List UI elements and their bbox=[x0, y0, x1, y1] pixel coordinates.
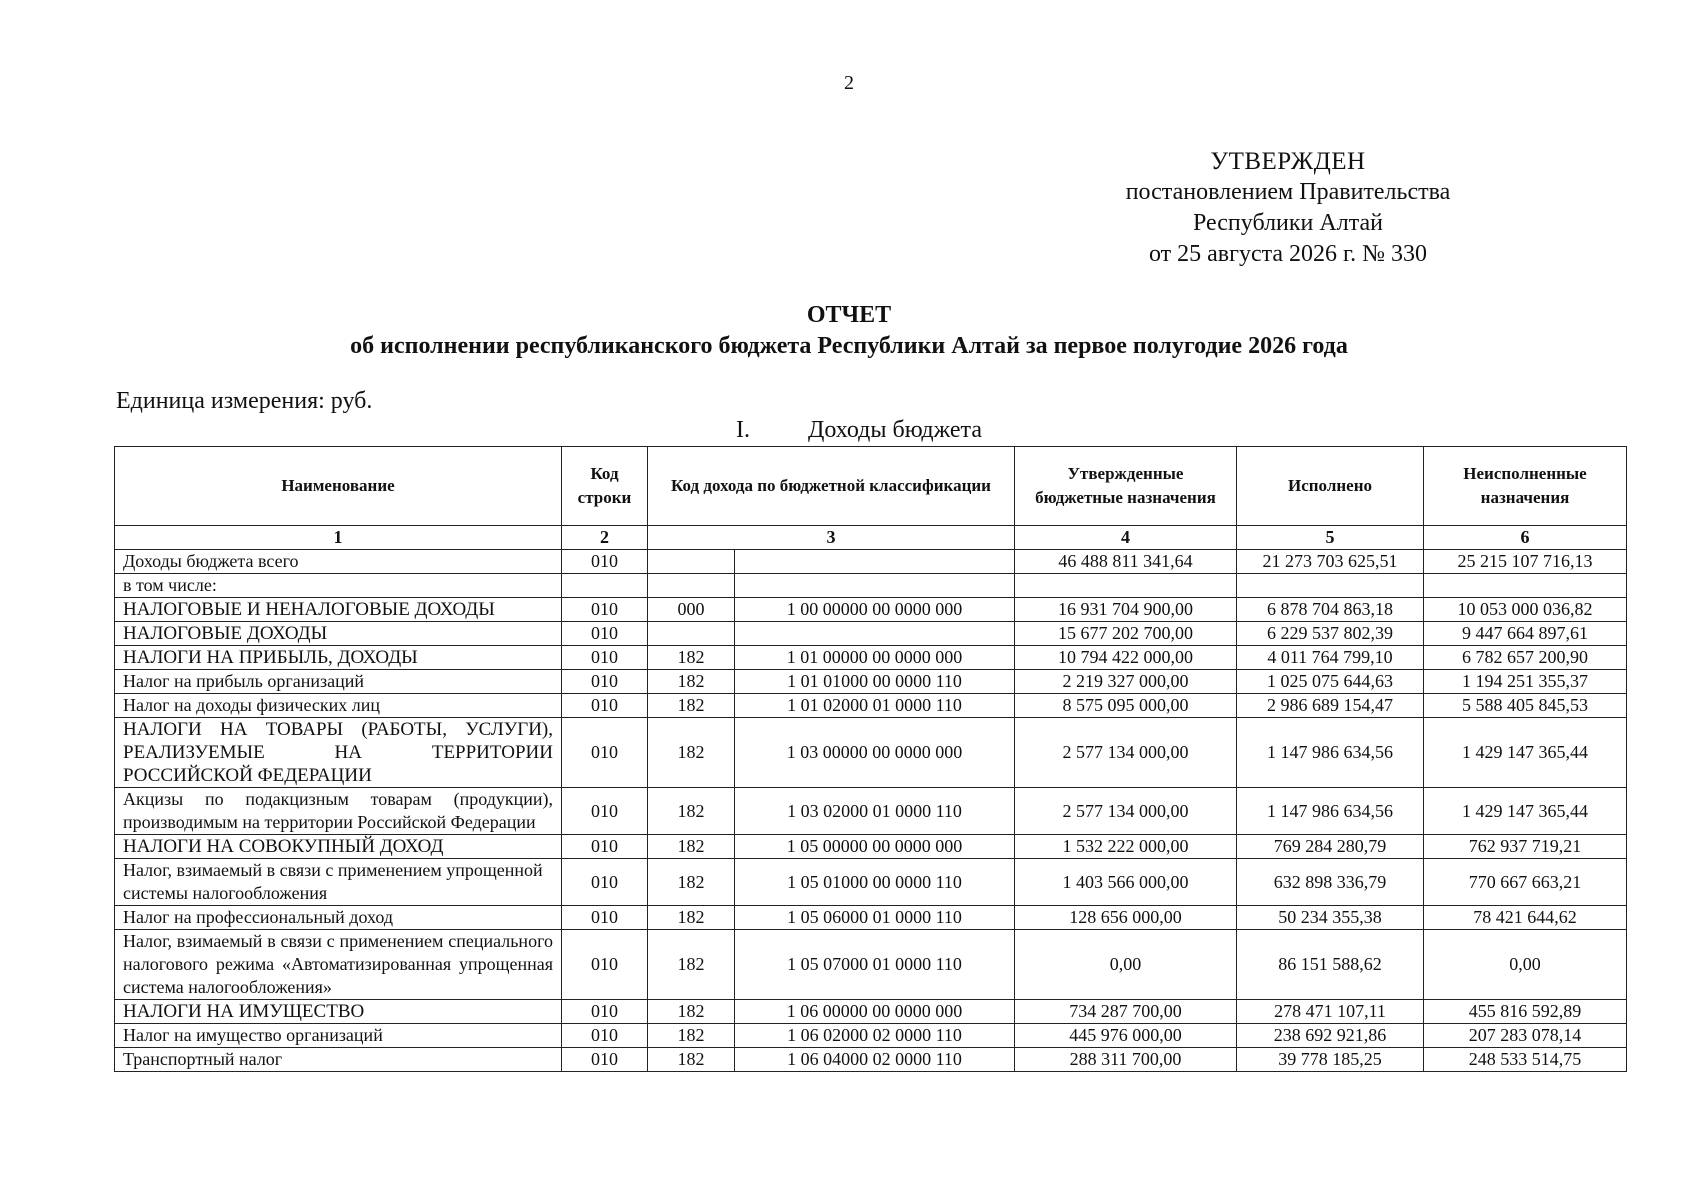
column-header: Код дохода по бюджетной классификации bbox=[648, 447, 1015, 526]
approved-amount: 734 287 700,00 bbox=[1015, 1000, 1237, 1024]
executed-amount: 39 778 185,25 bbox=[1237, 1048, 1424, 1072]
budget-code: 1 05 01000 00 0000 110 bbox=[735, 859, 1015, 906]
budget-code bbox=[735, 574, 1015, 598]
unexecuted-amount: 1 194 251 355,37 bbox=[1424, 670, 1627, 694]
column-header: Наименование bbox=[115, 447, 562, 526]
admin-code: 182 bbox=[648, 1000, 735, 1024]
table-row bbox=[115, 1024, 1627, 1048]
executed-amount: 632 898 336,79 bbox=[1237, 859, 1424, 906]
admin-code: 182 bbox=[648, 694, 735, 718]
row-name: Налог на доходы физических лиц bbox=[115, 694, 562, 718]
approved-amount: 288 311 700,00 bbox=[1015, 1048, 1237, 1072]
executed-amount: 238 692 921,86 bbox=[1237, 1024, 1424, 1048]
row-name: Доходы бюджета всего bbox=[115, 550, 562, 574]
executed-amount: 6 229 537 802,39 bbox=[1237, 622, 1424, 646]
report-title: ОТЧЕТ bbox=[806, 302, 892, 328]
row-name: в том числе: bbox=[115, 574, 562, 598]
unexecuted-amount: 25 215 107 716,13 bbox=[1424, 550, 1627, 574]
budget-code: 1 01 02000 01 0000 110 bbox=[735, 694, 1015, 718]
column-number: 3 bbox=[648, 526, 1015, 550]
table-row bbox=[115, 574, 1627, 598]
budget-code: 1 00 00000 00 0000 000 bbox=[735, 598, 1015, 622]
approval-stamp bbox=[1098, 146, 1478, 270]
row-code: 010 bbox=[562, 550, 648, 574]
table-header-row bbox=[115, 447, 1627, 526]
unexecuted-amount: 5 588 405 845,53 bbox=[1424, 694, 1627, 718]
admin-code: 182 bbox=[648, 835, 735, 859]
budget-code: 1 01 00000 00 0000 000 bbox=[735, 646, 1015, 670]
table-row bbox=[115, 622, 1627, 646]
approved-amount: 1 403 566 000,00 bbox=[1015, 859, 1237, 906]
section-numeral: I. bbox=[736, 417, 750, 443]
unexecuted-amount: 770 667 663,21 bbox=[1424, 859, 1627, 906]
approval-title: УТВЕРЖДЕН bbox=[1210, 148, 1366, 175]
column-number: 4 bbox=[1015, 526, 1237, 550]
unexecuted-amount: 9 447 664 897,61 bbox=[1424, 622, 1627, 646]
approved-amount bbox=[1015, 574, 1237, 598]
admin-code bbox=[648, 622, 735, 646]
executed-amount: 21 273 703 625,51 bbox=[1237, 550, 1424, 574]
row-name: НАЛОГИ НА ПРИБЫЛЬ, ДОХОДЫ bbox=[115, 646, 562, 670]
unexecuted-amount: 1 429 147 365,44 bbox=[1424, 718, 1627, 788]
unit-of-measure: Единица измерения: руб. bbox=[116, 388, 373, 414]
row-name: Налог на имущество организаций bbox=[115, 1024, 562, 1048]
unexecuted-amount: 762 937 719,21 bbox=[1424, 835, 1627, 859]
admin-code: 182 bbox=[648, 1048, 735, 1072]
executed-amount: 769 284 280,79 bbox=[1237, 835, 1424, 859]
column-number: 2 bbox=[562, 526, 648, 550]
row-code: 010 bbox=[562, 1000, 648, 1024]
table-row bbox=[115, 646, 1627, 670]
table-row bbox=[115, 835, 1627, 859]
approval-line: от 25 августа 2026 г. № 330 bbox=[1148, 241, 1428, 267]
report-subtitle: об исполнении республиканского бюджета Республики Алтай за первое полугодие 2026 года bbox=[350, 333, 1348, 359]
table-row bbox=[115, 550, 1627, 574]
row-code: 010 bbox=[562, 694, 648, 718]
row-name: Налог, взимаемый в связи с применением специального налогового режима «Автоматизированная упрощенная система налогообложения» bbox=[115, 930, 562, 1000]
row-code: 010 bbox=[562, 788, 648, 835]
approved-amount: 15 677 202 700,00 bbox=[1015, 622, 1237, 646]
column-number: 5 bbox=[1237, 526, 1424, 550]
budget-code: 1 06 04000 02 0000 110 bbox=[735, 1048, 1015, 1072]
budget-code: 1 03 02000 01 0000 110 bbox=[735, 788, 1015, 835]
budget-code: 1 03 00000 00 0000 000 bbox=[735, 718, 1015, 788]
budget-code bbox=[735, 622, 1015, 646]
column-number: 6 bbox=[1424, 526, 1627, 550]
table-row bbox=[115, 906, 1627, 930]
approved-amount: 1 532 222 000,00 bbox=[1015, 835, 1237, 859]
table-row bbox=[115, 670, 1627, 694]
row-code: 010 bbox=[562, 646, 648, 670]
table-row bbox=[115, 694, 1627, 718]
column-number-row bbox=[115, 526, 1627, 550]
column-header: Утвержденные бюджетные назначения bbox=[1015, 447, 1237, 526]
budget-code: 1 01 01000 00 0000 110 bbox=[735, 670, 1015, 694]
approved-amount: 2 219 327 000,00 bbox=[1015, 670, 1237, 694]
budget-code: 1 05 06000 01 0000 110 bbox=[735, 906, 1015, 930]
row-code: 010 bbox=[562, 670, 648, 694]
executed-amount: 4 011 764 799,10 bbox=[1237, 646, 1424, 670]
row-code: 010 bbox=[562, 906, 648, 930]
row-code: 010 bbox=[562, 835, 648, 859]
admin-code bbox=[648, 550, 735, 574]
admin-code: 182 bbox=[648, 930, 735, 1000]
admin-code: 182 bbox=[648, 670, 735, 694]
budget-code bbox=[735, 550, 1015, 574]
row-name: Налог на прибыль организаций bbox=[115, 670, 562, 694]
unexecuted-amount: 1 429 147 365,44 bbox=[1424, 788, 1627, 835]
budget-code: 1 06 02000 02 0000 110 bbox=[735, 1024, 1015, 1048]
row-name: НАЛОГИ НА ТОВАРЫ (РАБОТЫ, УСЛУГИ), РЕАЛИЗУЕМЫЕ НА ТЕРРИТОРИИ РОССИЙСКОЙ ФЕДЕРАЦИИ bbox=[115, 718, 562, 788]
admin-code: 182 bbox=[648, 859, 735, 906]
row-name: НАЛОГОВЫЕ И НЕНАЛОГОВЫЕ ДОХОДЫ bbox=[115, 598, 562, 622]
table-row bbox=[115, 718, 1627, 788]
approved-amount: 128 656 000,00 bbox=[1015, 906, 1237, 930]
approved-amount: 2 577 134 000,00 bbox=[1015, 718, 1237, 788]
table-row bbox=[115, 1048, 1627, 1072]
page-number: 2 bbox=[844, 72, 854, 94]
unexecuted-amount: 6 782 657 200,90 bbox=[1424, 646, 1627, 670]
approved-amount: 10 794 422 000,00 bbox=[1015, 646, 1237, 670]
approval-line: постановлением Правительства bbox=[1125, 179, 1451, 205]
approved-amount: 2 577 134 000,00 bbox=[1015, 788, 1237, 835]
row-code: 010 bbox=[562, 930, 648, 1000]
table-row bbox=[115, 598, 1627, 622]
admin-code: 000 bbox=[648, 598, 735, 622]
budget-code: 1 06 00000 00 0000 000 bbox=[735, 1000, 1015, 1024]
approved-amount: 16 931 704 900,00 bbox=[1015, 598, 1237, 622]
approved-amount: 8 575 095 000,00 bbox=[1015, 694, 1237, 718]
admin-code: 182 bbox=[648, 718, 735, 788]
row-code: 010 bbox=[562, 859, 648, 906]
admin-code: 182 bbox=[648, 906, 735, 930]
income-table bbox=[114, 446, 1627, 1072]
approval-line: Республики Алтай bbox=[1193, 210, 1383, 236]
report-heading bbox=[0, 300, 1698, 362]
budget-code: 1 05 07000 01 0000 110 bbox=[735, 930, 1015, 1000]
unexecuted-amount: 248 533 514,75 bbox=[1424, 1048, 1627, 1072]
admin-code: 182 bbox=[648, 788, 735, 835]
admin-code: 182 bbox=[648, 646, 735, 670]
row-name: Налог, взимаемый в связи с применением упрощенной системы налогообложения bbox=[115, 859, 562, 906]
section-heading bbox=[736, 417, 982, 444]
row-name: Акцизы по подакцизным товарам (продукции), производимым на территории Российской Федерации bbox=[115, 788, 562, 835]
row-code: 010 bbox=[562, 622, 648, 646]
column-header: Исполнено bbox=[1237, 447, 1424, 526]
row-code: 010 bbox=[562, 1024, 648, 1048]
unexecuted-amount: 207 283 078,14 bbox=[1424, 1024, 1627, 1048]
row-name: Транспортный налог bbox=[115, 1048, 562, 1072]
unexecuted-amount bbox=[1424, 574, 1627, 598]
table-row bbox=[115, 788, 1627, 835]
table-row bbox=[115, 1000, 1627, 1024]
approved-amount: 0,00 bbox=[1015, 930, 1237, 1000]
budget-code: 1 05 00000 00 0000 000 bbox=[735, 835, 1015, 859]
approved-amount: 445 976 000,00 bbox=[1015, 1024, 1237, 1048]
column-number: 1 bbox=[115, 526, 562, 550]
admin-code: 182 bbox=[648, 1024, 735, 1048]
executed-amount: 50 234 355,38 bbox=[1237, 906, 1424, 930]
column-header: Неисполненные назначения bbox=[1424, 447, 1627, 526]
admin-code bbox=[648, 574, 735, 598]
executed-amount: 2 986 689 154,47 bbox=[1237, 694, 1424, 718]
table-row bbox=[115, 859, 1627, 906]
row-code: 010 bbox=[562, 598, 648, 622]
executed-amount: 278 471 107,11 bbox=[1237, 1000, 1424, 1024]
unexecuted-amount: 78 421 644,62 bbox=[1424, 906, 1627, 930]
section-title: Доходы бюджета bbox=[808, 417, 982, 443]
executed-amount: 86 151 588,62 bbox=[1237, 930, 1424, 1000]
row-code bbox=[562, 574, 648, 598]
row-name: НАЛОГИ НА ИМУЩЕСТВО bbox=[115, 1000, 562, 1024]
row-code: 010 bbox=[562, 1048, 648, 1072]
approved-amount: 46 488 811 341,64 bbox=[1015, 550, 1237, 574]
executed-amount: 1 147 986 634,56 bbox=[1237, 718, 1424, 788]
row-name: НАЛОГИ НА СОВОКУПНЫЙ ДОХОД bbox=[115, 835, 562, 859]
row-code: 010 bbox=[562, 718, 648, 788]
unexecuted-amount: 455 816 592,89 bbox=[1424, 1000, 1627, 1024]
row-name: НАЛОГОВЫЕ ДОХОДЫ bbox=[115, 622, 562, 646]
column-header: Код строки bbox=[562, 447, 648, 526]
unexecuted-amount: 0,00 bbox=[1424, 930, 1627, 1000]
executed-amount bbox=[1237, 574, 1424, 598]
executed-amount: 6 878 704 863,18 bbox=[1237, 598, 1424, 622]
unexecuted-amount: 10 053 000 036,82 bbox=[1424, 598, 1627, 622]
table-row bbox=[115, 930, 1627, 1000]
executed-amount: 1 147 986 634,56 bbox=[1237, 788, 1424, 835]
row-name: Налог на профессиональный доход bbox=[115, 906, 562, 930]
executed-amount: 1 025 075 644,63 bbox=[1237, 670, 1424, 694]
